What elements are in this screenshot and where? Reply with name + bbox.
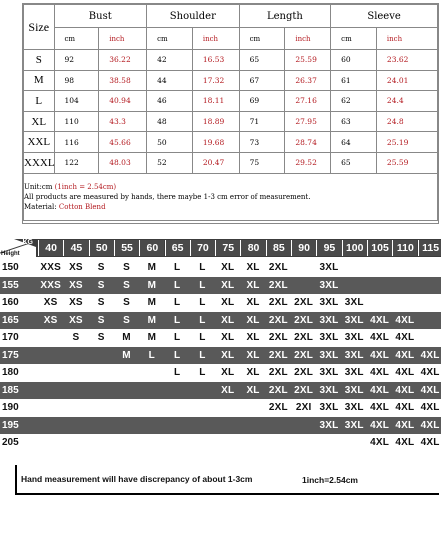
- size-cell: 2XL: [268, 332, 288, 344]
- size-cell: XL: [221, 314, 235, 326]
- bust-cm-value: 98: [54, 70, 99, 91]
- weight-85-header: 85: [266, 240, 291, 256]
- height-label: Height: [1, 251, 20, 257]
- size-cell: 2XL: [294, 384, 314, 396]
- bust-in-value: 48.03: [99, 152, 147, 173]
- measurement-row: [24, 91, 438, 112]
- measurement-notes: [24, 173, 438, 220]
- size-cell: 3XL: [319, 279, 339, 291]
- shoulder-cm-value: 44: [147, 70, 193, 91]
- weight-40-header: 40: [38, 240, 63, 256]
- size-cell: 4XL: [420, 437, 440, 449]
- size-cell: XL: [221, 367, 235, 379]
- size-cell: 4XL: [370, 402, 390, 414]
- size-cell: 2XL: [268, 402, 288, 414]
- size-cell: S: [123, 314, 130, 326]
- size-cell: XL: [246, 297, 260, 309]
- size-cell: XL: [221, 349, 235, 361]
- size-cell: 2XL: [294, 367, 314, 379]
- unit-cm: cm: [331, 28, 377, 50]
- size-cell: XL: [221, 262, 235, 274]
- size-label: S: [24, 50, 55, 71]
- length-in-value: 26.37: [285, 70, 331, 91]
- bust-in-value: 45.66: [99, 132, 147, 153]
- bust-in-value: 36.22: [99, 50, 147, 71]
- size-header: Size: [24, 5, 55, 50]
- length-cm-value: 73: [239, 132, 285, 153]
- size-cell: XL: [246, 367, 260, 379]
- weight-55-header: 55: [114, 240, 139, 256]
- weight-105-header: 105: [367, 240, 392, 256]
- sleeve-cm-value: 63: [331, 111, 377, 132]
- size-cell: 4XL: [420, 367, 440, 379]
- material-label: Material:: [24, 202, 59, 211]
- height-row-160: [0, 294, 441, 312]
- bust-in-value: 43.3: [99, 111, 147, 132]
- size-cell: L: [148, 349, 155, 361]
- size-label: XL: [24, 111, 55, 132]
- size-cell: L: [199, 349, 206, 361]
- bust-cm-value: 104: [54, 91, 99, 112]
- size-cell: XL: [221, 279, 235, 291]
- size-cell: 2XL: [268, 384, 288, 396]
- unit-inch: inch: [285, 28, 331, 50]
- size-cell: 4XL: [395, 402, 415, 414]
- weight-65-header: 65: [165, 240, 190, 256]
- sleeve-in-value: 24.8: [376, 111, 437, 132]
- bust-cm-value: 92: [54, 50, 99, 71]
- size-cell: L: [199, 332, 206, 344]
- shoulder-in-value: 20.47: [192, 152, 239, 173]
- size-cell: 4XL: [370, 384, 390, 396]
- conversion-note: 1inch=2.54cm: [302, 475, 358, 485]
- footer-note: [15, 465, 439, 495]
- shoulder-cm-value: 50: [147, 132, 193, 153]
- size-cell: XL: [246, 279, 260, 291]
- size-cell: 3XL: [319, 419, 339, 431]
- unit-inch: inch: [376, 28, 437, 50]
- size-cell: 3XL: [319, 314, 339, 326]
- weight-95-header: 95: [316, 240, 341, 256]
- height-row-165: [0, 312, 441, 330]
- weight-75-header: 75: [215, 240, 240, 256]
- size-cell: M: [122, 332, 131, 344]
- size-cell: S: [97, 262, 105, 274]
- measurement-row: [24, 70, 438, 91]
- height-label-cell: 160: [2, 297, 19, 309]
- size-cell: S: [123, 262, 130, 274]
- measurement-row: [24, 50, 438, 71]
- size-cell: S: [72, 332, 80, 344]
- height-label-cell: 205: [2, 437, 19, 449]
- height-row-175: [0, 347, 441, 365]
- weight-80-header: 80: [240, 240, 265, 256]
- bust-cm-value: 110: [54, 111, 99, 132]
- length-in-value: 28.74: [285, 132, 331, 153]
- size-cell: 3XL: [319, 367, 339, 379]
- size-cell: 2XL: [294, 332, 314, 344]
- unit-inch: inch: [192, 28, 239, 50]
- weight-110-header: 110: [392, 240, 417, 256]
- sleeve-in-value: 24.4: [376, 91, 437, 112]
- length-in-value: 27.95: [285, 111, 331, 132]
- shoulder-cm-value: 48: [147, 111, 193, 132]
- measurement-grid: [23, 4, 438, 221]
- size-label: XXXL: [24, 152, 55, 173]
- weight-115-header: 115: [418, 240, 441, 256]
- size-cell: XL: [221, 297, 235, 309]
- size-cell: L: [173, 279, 181, 291]
- size-cell: 4XL: [420, 384, 440, 396]
- size-cell: XL: [221, 332, 235, 344]
- sleeve-header: Sleeve: [331, 5, 438, 28]
- size-cell: 2XL: [268, 297, 288, 309]
- size-cell: 2XL: [294, 349, 314, 361]
- length-in-value: 27.16: [285, 91, 331, 112]
- size-label: M: [24, 70, 55, 91]
- measurement-row: [24, 111, 438, 132]
- size-cell: 3XL: [319, 384, 339, 396]
- bust-cm-value: 116: [54, 132, 99, 153]
- size-cell: XL: [246, 314, 260, 326]
- length-in-value: 25.59: [285, 50, 331, 71]
- size-cell: M: [147, 262, 157, 274]
- weight-60-header: 60: [139, 240, 164, 256]
- sleeve-cm-value: 62: [331, 91, 377, 112]
- size-cell: 2XL: [268, 314, 288, 326]
- size-label: L: [24, 91, 55, 112]
- weight-100-header: 100: [342, 240, 367, 256]
- size-cell: S: [97, 314, 105, 326]
- size-cell: 4XL: [395, 349, 415, 361]
- unit-conversion-note: (1inch = 2.54cm): [54, 182, 117, 191]
- size-cell: S: [97, 297, 105, 309]
- size-cell: 2XL: [268, 262, 288, 274]
- size-cell: XS: [43, 314, 58, 326]
- height-label-cell: 165: [2, 314, 19, 326]
- size-cell: L: [199, 367, 206, 379]
- weight-45-header: 45: [63, 240, 88, 256]
- height-row-155: [0, 277, 441, 295]
- sleeve-cm-value: 64: [331, 132, 377, 153]
- corner-cell: [0, 239, 36, 257]
- size-cell: S: [97, 279, 105, 291]
- length-cm-value: 69: [239, 91, 285, 112]
- shoulder-header: Shoulder: [147, 5, 240, 28]
- size-cell: L: [173, 262, 181, 274]
- size-cell: 3XL: [319, 349, 339, 361]
- height-label-cell: 180: [2, 367, 19, 379]
- sleeve-in-value: 24.01: [376, 70, 437, 91]
- bust-cm-value: 122: [54, 152, 99, 173]
- measure-note: All products are measured by hands, there maybe 1-3 cm error of measurement.: [24, 192, 311, 201]
- material-value: Cotton Blend: [58, 202, 106, 211]
- size-cell: 2XL: [268, 279, 288, 291]
- size-cell: 3XL: [319, 332, 339, 344]
- size-cell: 4XL: [370, 367, 390, 379]
- size-cell: L: [173, 297, 181, 309]
- height-row-190: [0, 399, 441, 417]
- size-cell: 3XL: [344, 332, 364, 344]
- length-cm-value: 71: [239, 111, 285, 132]
- measurement-row: [24, 152, 438, 173]
- shoulder-in-value: 19.68: [192, 132, 239, 153]
- shoulder-in-value: 18.11: [192, 91, 239, 112]
- size-cell: 4XL: [395, 332, 415, 344]
- shoulder-cm-value: 46: [147, 91, 193, 112]
- height-row-180: [0, 364, 441, 382]
- unit-cm: cm: [147, 28, 193, 50]
- size-cell: M: [147, 279, 157, 291]
- size-cell: XXS: [40, 262, 61, 274]
- size-cell: 4XL: [370, 314, 390, 326]
- height-label-cell: 190: [2, 402, 19, 414]
- height-label-cell: 155: [2, 279, 19, 291]
- height-row-205: [0, 434, 441, 452]
- size-cell: L: [173, 332, 181, 344]
- size-cell: 4XL: [420, 349, 440, 361]
- size-cell: S: [97, 332, 105, 344]
- size-cell: 3XL: [344, 367, 364, 379]
- size-cell: 3XL: [344, 402, 364, 414]
- unit-inch: inch: [99, 28, 147, 50]
- size-cell: L: [199, 279, 206, 291]
- bust-in-value: 38.58: [99, 70, 147, 91]
- bust-header: Bust: [54, 5, 147, 28]
- size-cell: M: [147, 332, 157, 344]
- size-cell: XS: [69, 279, 83, 291]
- height-row-185: [0, 382, 441, 400]
- size-cell: XL: [246, 262, 260, 274]
- height-row-195: [0, 417, 441, 435]
- size-cell: M: [147, 314, 157, 326]
- measurement-table: [22, 3, 439, 224]
- size-cell: 4XL: [395, 384, 415, 396]
- size-cell: XXS: [40, 279, 61, 291]
- size-cell: 2XL: [294, 314, 314, 326]
- size-cell: 2XL: [268, 349, 288, 361]
- size-cell: L: [199, 314, 206, 326]
- length-cm-value: 75: [239, 152, 285, 173]
- size-cell: 4XL: [370, 349, 390, 361]
- size-cell: XS: [69, 314, 83, 326]
- size-label: XXL: [24, 132, 55, 153]
- weight-50-header: 50: [89, 240, 114, 256]
- height-label-cell: 185: [2, 384, 19, 396]
- size-cell: L: [173, 314, 181, 326]
- size-cell: S: [123, 279, 130, 291]
- sleeve-cm-value: 61: [331, 70, 377, 91]
- size-cell: XL: [221, 384, 235, 396]
- size-cell: 4XL: [370, 419, 390, 431]
- size-cell: L: [173, 367, 181, 379]
- size-cell: 4XL: [370, 437, 390, 449]
- size-cell: M: [147, 297, 157, 309]
- height-label-cell: 150: [2, 262, 19, 274]
- sleeve-in-value: 25.19: [376, 132, 437, 153]
- size-cell: 4XL: [395, 367, 415, 379]
- size-cell: 4XL: [420, 402, 440, 414]
- size-cell: 3XL: [344, 349, 364, 361]
- measurement-row: [24, 132, 438, 153]
- size-cell: L: [199, 297, 206, 309]
- sleeve-cm-value: 60: [331, 50, 377, 71]
- weight-70-header: 70: [190, 240, 215, 256]
- size-cell: XS: [69, 297, 83, 309]
- size-cell: 2XL: [268, 367, 288, 379]
- shoulder-in-value: 18.89: [192, 111, 239, 132]
- size-cell: 3XL: [344, 419, 364, 431]
- sleeve-cm-value: 65: [331, 152, 377, 173]
- size-cell: M: [122, 349, 131, 361]
- size-cell: XL: [246, 349, 260, 361]
- length-in-value: 29.52: [285, 152, 331, 173]
- size-cell: S: [123, 297, 130, 309]
- bust-in-value: 40.94: [99, 91, 147, 112]
- size-cell: 3XL: [319, 402, 339, 414]
- size-cell: 3XL: [344, 314, 364, 326]
- unit-cm: cm: [54, 28, 99, 50]
- kg-label: KG: [22, 239, 33, 246]
- size-cell: 2XL: [294, 297, 314, 309]
- weight-header-row: [0, 239, 441, 257]
- size-cell: 4XL: [395, 314, 415, 326]
- discrepancy-note: Hand measurement will have discrepancy of about 1-3cm: [21, 474, 253, 484]
- length-cm-value: 65: [239, 50, 285, 71]
- size-cell: 3XL: [319, 262, 339, 274]
- weight-90-header: 90: [291, 240, 316, 256]
- height-label-cell: 175: [2, 349, 19, 361]
- unit-cm: cm: [239, 28, 285, 50]
- sleeve-in-value: 23.62: [376, 50, 437, 71]
- length-cm-value: 67: [239, 70, 285, 91]
- size-cell: XL: [246, 332, 260, 344]
- size-cell: 2XI: [295, 402, 312, 414]
- size-cell: L: [173, 349, 181, 361]
- height-label-cell: 195: [2, 419, 19, 431]
- shoulder-in-value: 16.53: [192, 50, 239, 71]
- size-cell: XS: [69, 262, 83, 274]
- size-chart: [0, 239, 441, 452]
- size-cell: 4XL: [395, 419, 415, 431]
- shoulder-cm-value: 42: [147, 50, 193, 71]
- size-cell: 3XL: [319, 297, 339, 309]
- size-cell: 4XL: [395, 437, 415, 449]
- height-label-cell: 170: [2, 332, 19, 344]
- size-cell: 3XL: [344, 384, 364, 396]
- size-cell: XL: [246, 384, 260, 396]
- shoulder-cm-value: 52: [147, 152, 193, 173]
- height-row-150: [0, 259, 441, 277]
- size-cell: 4XL: [370, 332, 390, 344]
- size-cell: 3XL: [344, 297, 364, 309]
- size-cell: L: [199, 262, 206, 274]
- sleeve-in-value: 25.59: [376, 152, 437, 173]
- unit-note: Unit:cm: [24, 182, 55, 191]
- shoulder-in-value: 17.32: [192, 70, 239, 91]
- size-cell: 4XL: [420, 419, 440, 431]
- size-cell: XS: [43, 297, 58, 309]
- length-header: Length: [239, 5, 331, 28]
- height-row-170: [0, 329, 441, 347]
